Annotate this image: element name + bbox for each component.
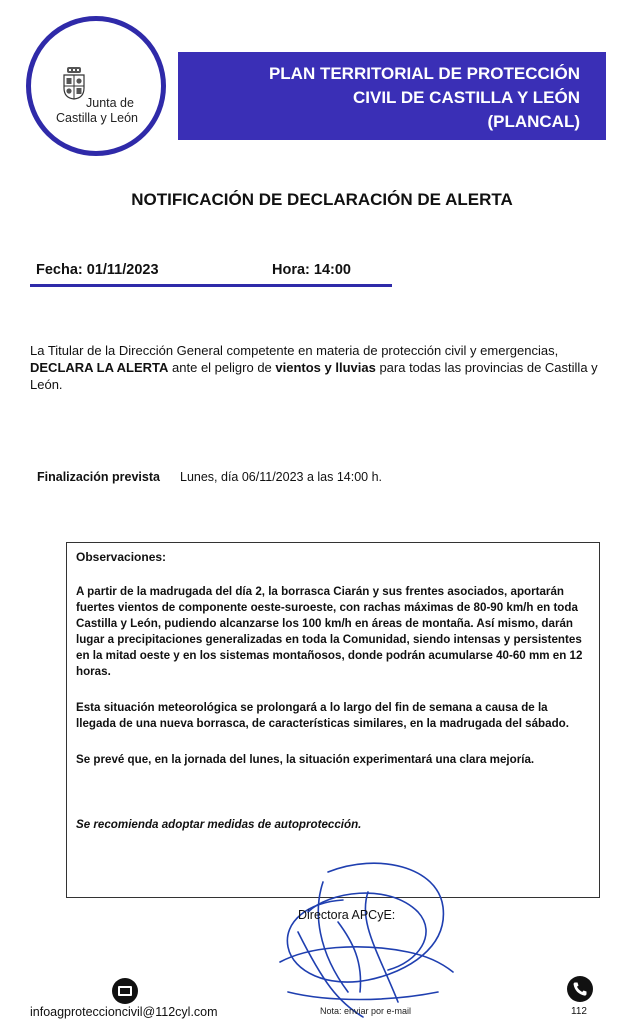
finalizacion-label: Finalización prevista [37,470,160,484]
declaration-text: ante el peligro de [168,360,276,375]
declaration-alert-text: DECLARA LA ALERTA [30,360,169,375]
declaration-text: para todas las provincias de Castilla y León. [30,360,598,392]
hora-label: Hora: 14:00 [272,262,351,278]
fecha-label: Fecha: 01/11/2023 [36,262,159,278]
plan-title-line1: PLAN TERRITORIAL DE PROTECCIÓN [268,64,580,83]
coat-of-arms-icon [62,66,86,100]
footer-phone: 112 [571,1006,587,1017]
plan-title [178,62,580,134]
logo-circle [26,16,166,156]
observaciones-paragraph-2: Esta situación meteorológica se prolongará a lo largo del fin de semana a causa de la llegada de una nueva borrasca, de características similares, en la madrugada del sábado. [76,701,569,730]
observaciones-paragraph-3: Se prevé que, en la jornada del lunes, la situación experimentará una clara mejoría. [76,753,535,766]
observaciones-recommendation: Se recomienda adoptar medidas de autoprotección. [76,818,362,831]
document-title: NOTIFICACIÓN DE DECLARACIÓN DE ALERTA [131,190,513,209]
handwritten-signature [268,852,458,1024]
finalizacion-value: Lunes, día 06/11/2023 a las 14:00 h. [180,470,383,484]
observaciones-heading: Observaciones: [76,550,167,564]
header-divider [30,284,392,287]
plan-title-line3: (PLANCAL) [487,112,580,131]
declaration-text: La Titular de la Dirección General competente en materia de protección civil y emergencias, [30,343,559,358]
footer-nota: Nota: enviar por e-mail [320,1006,412,1016]
plan-title-line2: CIVIL DE CASTILLA Y LEÓN [352,88,580,107]
footer-email: infoagproteccioncivil@112cyl.com [30,1005,218,1019]
email-icon [112,978,138,1004]
logo-text [56,96,138,126]
observaciones-paragraph-1: A partir de la madrugada del día 2, la borrasca Ciarán y sus frentes asociados, aportarán fuertes vientos de componente oeste-suroeste, con rachas máximas de 80-90 km/h en toda Castilla y León, pudiendo alcanzarse los 100 km/h en áreas de montaña. Así mismo, darán lugar a precipitaciones generalizadas en toda la Comunidad, siendo intensas y persistentes en la mitad oeste y en los sistemas montañosos, donde podrán acumularse 40-60 mm en 12 horas. [76,585,583,678]
firma-label: Directora APCyE: [298,908,396,922]
declaration-paragraph [30,342,616,393]
phone-icon [567,976,593,1002]
declaration-hazard-text: vientos y lluvias [275,360,376,375]
logo-line2: Castilla y León [56,111,138,125]
logo-line1: Junta de [86,96,134,110]
